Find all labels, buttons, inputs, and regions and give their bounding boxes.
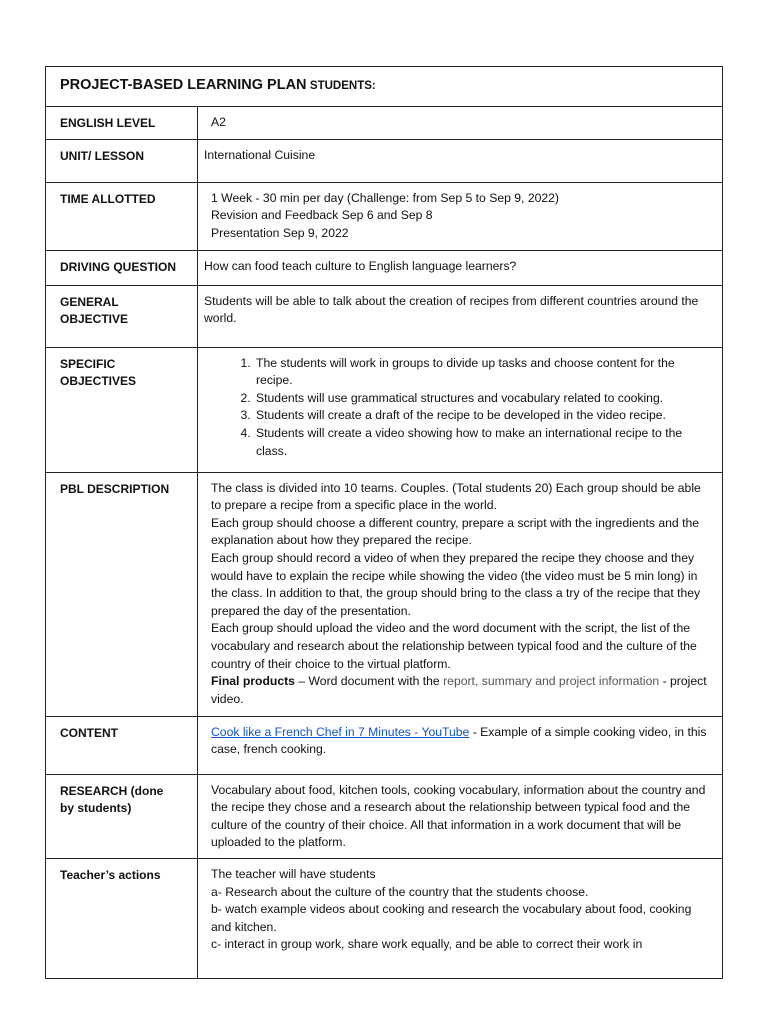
teachers-actions-line: a- Research about the culture of the country that the students choose.	[211, 884, 589, 899]
final-products-text: – Word document with the	[294, 674, 444, 689]
time-allotted-line: Revision and Feedback Sep 6 and Sep 8	[211, 208, 433, 223]
content-value	[198, 716, 723, 774]
unit-lesson-value: International Cuisine	[198, 139, 723, 182]
row-research	[46, 774, 723, 858]
general-objective-label: GENERAL OBJECTIVE	[46, 285, 198, 347]
specific-objectives-value	[198, 347, 723, 472]
title-row	[46, 67, 723, 107]
final-products	[211, 673, 714, 708]
english-level-value: A2	[198, 107, 723, 140]
time-allotted-line: Presentation Sep 9, 2022	[211, 225, 349, 240]
pbl-paragraph: The class is divided into 10 teams. Couples. (Total students 20) Each group should be able to prepare a recipe from a specific place in the world.	[211, 480, 701, 513]
pbl-description-label: PBL DESCRIPTION	[46, 472, 198, 716]
learning-plan-table	[45, 66, 723, 979]
teachers-actions-text	[211, 866, 714, 964]
youtube-video-link[interactable]: Cook like a French Chef in 7 Minutes - YouTube	[211, 724, 470, 739]
pbl-paragraph: Each group should upload the video and the word document with the script, the list of the vocabulary and research about the relationship between typical food and the culture of the country of their choice to the virtual platform.	[211, 621, 697, 671]
teachers-actions-label: Teacher’s actions	[46, 858, 198, 978]
row-general-objective	[46, 285, 723, 347]
row-time-allotted	[46, 182, 723, 250]
specific-objectives-list	[204, 355, 714, 461]
teachers-actions-line: c- interact in group work, share work equally, and be able to correct their work in	[211, 937, 643, 952]
teachers-actions-value	[198, 858, 723, 978]
row-content	[46, 716, 723, 774]
research-value: Vocabulary about food, kitchen tools, cooking vocabulary, information about the country and the recipe they chose and a research about the relationship between typical food and the culture of the country of their choice. All that information in a work document that will be uploaded to the platform.	[198, 774, 723, 858]
teachers-actions-line: b- watch example videos about cooking and research the vocabulary about food, cooking and kitchen.	[211, 902, 692, 934]
research-label-line: RESEARCH (done	[60, 783, 164, 798]
row-english-level	[46, 107, 723, 140]
list-item: 4. Students will create a video showing how to make an international recipe to the class.	[254, 425, 714, 460]
final-products-text-end: - project video.	[211, 674, 707, 706]
pbl-paragraph: Each group should choose a different country, prepare a script with the ingredients and the explanation about how they prepared the recipe.	[211, 515, 700, 548]
plan-title-main: PROJECT-BASED LEARNING PLAN	[60, 77, 307, 93]
list-item: 2. Students will use grammatical structures and vocabulary related to cooking.	[254, 390, 714, 408]
teachers-actions-line: The teacher will have students	[211, 866, 376, 881]
driving-question-value: How can food teach culture to English language learners?	[198, 250, 723, 285]
plan-title-sub: STUDENTS:	[309, 80, 376, 92]
general-objective-value: Students will be able to talk about the creation of recipes from different countries around the world.	[198, 285, 723, 347]
driving-question-label: DRIVING QUESTION	[46, 250, 198, 285]
plan-title	[46, 67, 723, 107]
row-teachers-actions	[46, 858, 723, 978]
final-products-label: Final products	[211, 674, 295, 689]
research-label	[46, 774, 198, 858]
list-item: 3. Students will create a draft of the recipe to be developed in the video recipe.	[254, 407, 714, 425]
list-item: 1. The students will work in groups to divide up tasks and choose content for the recipe.	[254, 355, 714, 390]
row-specific-objectives	[46, 347, 723, 472]
row-driving-question	[46, 250, 723, 285]
time-allotted-value	[198, 182, 723, 250]
time-allotted-line: 1 Week - 30 min per day (Challenge: from Sep 5 to Sep 9, 2022)	[211, 190, 559, 205]
content-label: CONTENT	[46, 716, 198, 774]
english-level-label: ENGLISH LEVEL	[46, 107, 198, 140]
unit-lesson-label: UNIT/ LESSON	[46, 139, 198, 182]
time-allotted-label: TIME ALLOTTED	[46, 182, 198, 250]
row-pbl-description	[46, 472, 723, 716]
pbl-paragraph: Each group should record a video of when they prepared the recipe they choose and they would have to explain the recipe while showing the video (the video must be 5 min long) in the class. In addition to that, the group should bring to the class a try of the recipe that they prepared the day of the presentation.	[211, 550, 701, 618]
specific-objectives-label: SPECIFIC OBJECTIVES	[46, 347, 198, 472]
final-products-grey-text: report, summary and project information	[443, 674, 660, 689]
row-unit-lesson	[46, 139, 723, 182]
content-description: - Example of a simple cooking video, in this case, french cooking.	[211, 724, 707, 757]
research-label-line: by students)	[60, 801, 132, 816]
pbl-description-value	[198, 472, 723, 716]
